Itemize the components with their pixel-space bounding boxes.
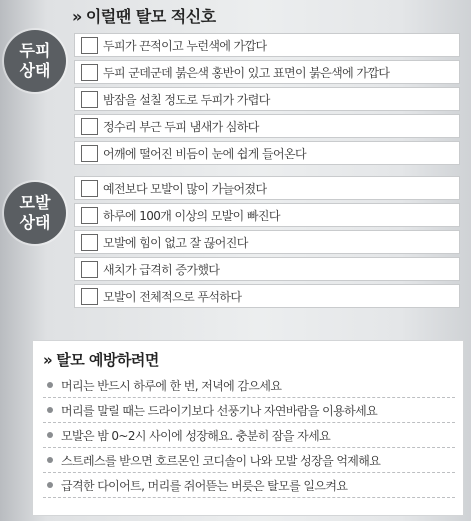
checkbox[interactable]: [81, 64, 98, 81]
checklist-item: [74, 114, 460, 138]
hair-checklist: [74, 176, 460, 311]
checklist-item: [74, 87, 460, 111]
scalp-badge-line-2: 상태: [19, 61, 51, 80]
tip-item: [43, 423, 455, 448]
checklist-item-label: 모발이 전체적으로 푸석하다: [103, 289, 242, 304]
checkbox[interactable]: [81, 180, 98, 197]
checklist-item-label: 하루에 100개 이상의 모발이 빠진다: [103, 208, 280, 223]
tip-item: [43, 473, 455, 498]
scalp-checklist: [74, 33, 460, 168]
bullet-icon: [47, 457, 53, 463]
checklist-item-label: 새치가 급격히 증가했다: [103, 262, 220, 277]
page-title: [72, 4, 216, 27]
checklist-item: [74, 60, 460, 84]
bullet-icon: [47, 482, 53, 488]
prevention-tips-list: [43, 373, 455, 498]
double-chevron-icon: »: [43, 351, 53, 369]
tip-text: 스트레스를 받으면 호르몬인 코디솔이 나와 모발 성장을 억제해요: [61, 453, 381, 468]
tip-item: [43, 373, 455, 398]
hair-badge-line-2: 상태: [19, 213, 51, 232]
bullet-icon: [47, 382, 53, 388]
checklist-item-label: 어깨에 떨어진 비듬이 눈에 쉽게 들어온다: [103, 146, 306, 161]
checkbox[interactable]: [81, 118, 98, 135]
scalp-badge-line-1: 두피: [19, 41, 51, 60]
bullet-icon: [47, 432, 53, 438]
tip-item: [43, 448, 455, 473]
checklist-item-label: 두피가 끈적이고 누런색에 가깝다: [103, 38, 267, 53]
prevention-title: [43, 349, 159, 370]
checkbox[interactable]: [81, 37, 98, 54]
checklist-item: [74, 176, 460, 200]
prevention-tips-box: [32, 340, 464, 516]
checklist-item: [74, 284, 460, 308]
page-title-text: 이럴땐 탈모 적신호: [85, 7, 216, 26]
tip-item: [43, 398, 455, 423]
double-chevron-icon: »: [72, 7, 82, 26]
checklist-item-label: 두피 군데군데 붉은색 홍반이 있고 표면이 붉은색에 가깝다: [103, 65, 390, 80]
checklist-item-label: 밤잠을 설칠 정도로 두피가 가렵다: [103, 92, 270, 107]
checklist-item-label: 예전보다 모발이 많이 가늘어졌다: [103, 181, 267, 196]
tip-text: 급격한 다이어트, 머리를 쥐어뜯는 버릇은 탈모를 일으켜요: [61, 478, 348, 493]
bullet-icon: [47, 407, 53, 413]
checkbox[interactable]: [81, 261, 98, 278]
tip-text: 모발은 밤 0~2시 사이에 성장해요. 충분히 잠을 자세요: [61, 428, 331, 443]
scalp-status-badge: [4, 30, 66, 92]
checklist-item: [74, 33, 460, 57]
checklist-item: [74, 257, 460, 281]
prevention-title-text: 탈모 예방하려면: [56, 351, 159, 369]
checklist-item: [74, 141, 460, 165]
checkbox[interactable]: [81, 288, 98, 305]
hair-badge-line-1: 모발: [19, 193, 51, 212]
checklist-item-label: 정수리 부근 두피 냄새가 심하다: [103, 119, 259, 134]
tip-text: 머리는 반드시 하루에 한 번, 저녁에 감으세요: [61, 378, 282, 393]
checklist-item: [74, 203, 460, 227]
checklist-item: [74, 230, 460, 254]
tip-text: 머리를 말릴 때는 드라이기보다 선풍기나 자연바람을 이용하세요: [61, 403, 378, 418]
checkbox[interactable]: [81, 234, 98, 251]
checkbox[interactable]: [81, 145, 98, 162]
checkbox[interactable]: [81, 207, 98, 224]
checkbox[interactable]: [81, 91, 98, 108]
hair-status-badge: [4, 182, 66, 244]
checklist-item-label: 모발에 힘이 없고 잘 끊어진다: [103, 235, 248, 250]
